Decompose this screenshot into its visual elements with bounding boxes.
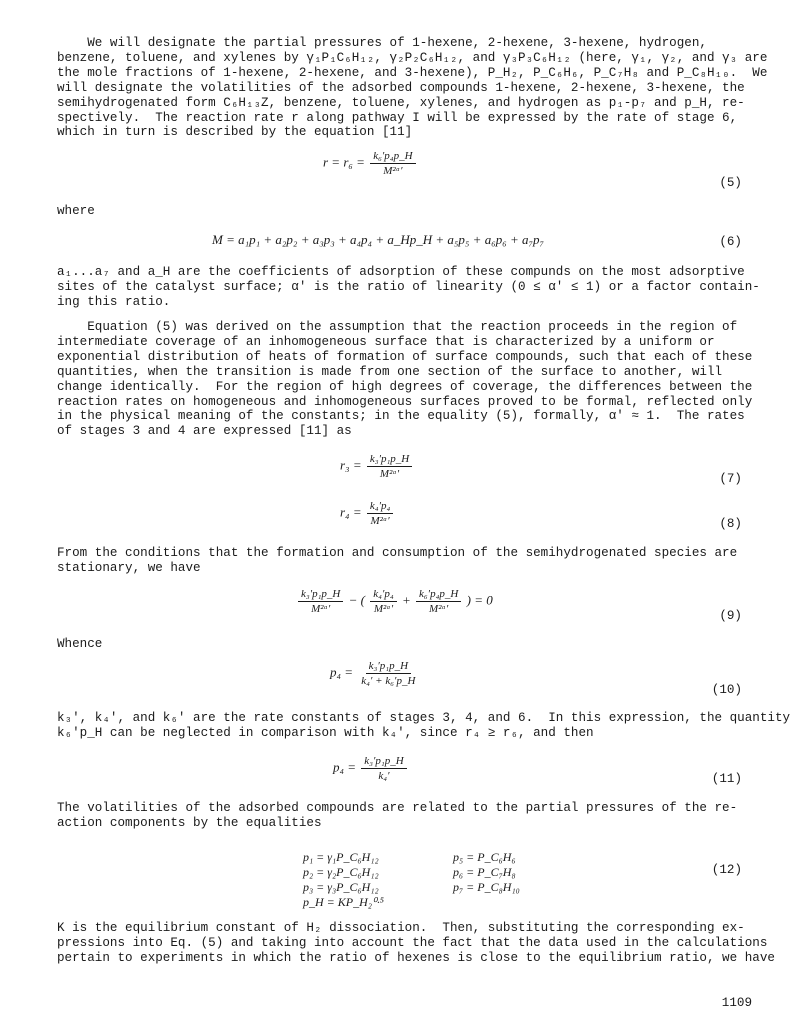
- numerator: k₃′p₁p_H: [367, 453, 412, 467]
- equation-lhs: r = r₆ =: [323, 154, 365, 170]
- paragraph-1: [57, 36, 768, 140]
- paragraph-3: [57, 320, 757, 439]
- text-line: quantities, when the transition is made from one section of the surface to another, will: [57, 364, 723, 379]
- text-line: a₁...a₇ and a_H are the coefficients of adsorption of these compunds on the most adsorptive: [57, 265, 745, 279]
- equality-item: p₆ = P_C₇H₈: [453, 865, 516, 879]
- text-line: pertain to experiments in which the ratio of hexenes is close to the equilibrium ratio, we have: [57, 950, 775, 965]
- fraction: [370, 150, 415, 177]
- fraction: [367, 500, 393, 527]
- denominator: M²ᵅ′: [379, 468, 400, 480]
- text-line: We will designate the partial pressures of 1-hexene, 2-hexene, 3-hexene, hydrogen,: [57, 36, 707, 50]
- operator: ) = 0: [466, 592, 493, 608]
- paragraph-7: [57, 921, 775, 966]
- numerator: k₃′p₁p_H: [361, 755, 406, 769]
- text-line: spectively. The reaction rate r along pathway I will be expressed by the rate of stage 6,: [57, 110, 738, 125]
- numerator: k₆′p₄p_H: [416, 588, 461, 602]
- denominator: k₄′: [378, 770, 390, 782]
- text-line: ing this ratio.: [57, 294, 171, 309]
- text-line: the mole fractions of 1-hexene, 2-hexene, and 3-hexene), P_H₂, P_C₆H₆, P_C₇H₈ and P_C₈H₁₀. We: [57, 65, 768, 80]
- equation-number-5: (5): [719, 176, 742, 190]
- text-line: action components by the equalities: [57, 815, 322, 830]
- equation-5: [323, 150, 418, 177]
- text-line: sites of the catalyst surface; α′ is the ratio of linearity (0 ≤ α′ ≤ 1) or a factor contain-: [57, 279, 760, 294]
- equation-lhs: p₄ =: [330, 664, 354, 680]
- equation-number-10: (10): [711, 683, 742, 697]
- denominator: M²ᵅ′: [383, 165, 403, 177]
- fraction: [370, 588, 396, 615]
- equation-12: [303, 850, 520, 910]
- paragraph-4: [57, 546, 757, 576]
- equation-8: [340, 500, 395, 527]
- where-label: where: [57, 204, 95, 218]
- fraction: [298, 588, 343, 615]
- whence-label: Whence: [57, 637, 103, 651]
- operator: +: [401, 592, 411, 608]
- fraction: [358, 660, 418, 687]
- denominator: M²ᵅ′: [370, 515, 390, 527]
- equation-number-12: (12): [711, 863, 742, 877]
- equation-9: [296, 588, 493, 615]
- equation-lhs: p₄ =: [333, 759, 357, 775]
- equality-item: p₇ = P_C₈H₁₀: [453, 880, 520, 894]
- equation-10: [330, 660, 420, 687]
- equation-number-8: (8): [719, 517, 742, 531]
- numerator: k₃′p₁p_H: [366, 660, 411, 674]
- equality-item: p₅ = P_C₆H₆: [453, 850, 516, 864]
- denominator: M²ᵅ′: [373, 603, 394, 615]
- text-line: From the conditions that the formation and consumption of the semihydrogenated species are: [57, 546, 738, 560]
- equation-lhs: r₃ =: [340, 457, 362, 473]
- equality-item: p₃ = γ₃P_C₆H₁₂: [303, 880, 379, 894]
- fraction: [367, 453, 412, 480]
- denominator: M²ᵅ′: [311, 603, 331, 615]
- fraction: [361, 755, 406, 782]
- text-line: benzene, toluene, and xylenes by γ₁P₁C₆H₁₂, γ₂P₂C₆H₁₂, and γ₃P₃C₆H₁₂ (here, γ₁, γ₂, and γ₃ are: [57, 50, 768, 65]
- numerator: k₃′p₁p_H: [298, 588, 343, 602]
- text-line: k₆′p_H can be neglected in comparison with k₄′, since r₄ ≥ r₆, and then: [57, 725, 594, 740]
- text-line: stationary, we have: [57, 560, 201, 575]
- text-line: k₃′, k₄′, and k₆′ are the rate constants of stages 3, 4, and 6. In this expression, the quantity: [57, 711, 791, 725]
- equation-number-7: (7): [719, 472, 742, 486]
- text-line: pressions into Eq. (5) and taking into account the fact that the data used in the calculations: [57, 935, 768, 950]
- equation-number-11: (11): [711, 772, 742, 786]
- numerator: k₆′p₄p_H: [370, 150, 415, 164]
- equation-lhs: r₄ =: [340, 504, 362, 520]
- text-line: which in turn is described by the equation [11]: [57, 125, 413, 140]
- text-line: intermediate coverage of an inhomogeneous surface that is characterized by a uniform or: [57, 334, 715, 349]
- equality-item: p₂ = γ₂P_C₆H₁₂: [303, 865, 379, 879]
- text-line: K is the equilibrium constant of H₂ dissociation. Then, substituting the corresponding ex-: [57, 921, 745, 935]
- text-line: change identically. For the region of high degrees of coverage, the differences between the: [57, 379, 753, 394]
- fraction: [416, 588, 461, 615]
- text-line: The volatilities of the adsorbed compounds are related to the partial pressures of the re-: [57, 801, 738, 815]
- equation-number-6: (6): [719, 235, 742, 249]
- text-line: will designate the volatilities of the adsorbed compounds 1-hexene, 2-hexene, 3-hexene, the: [57, 80, 745, 95]
- equality-item: p₁ = γ₁P_C₆H₁₂: [303, 850, 379, 864]
- equation-11: [333, 755, 409, 782]
- text-line: Equation (5) was derived on the assumption that the reaction proceeds in the region of: [57, 320, 738, 334]
- equation-7: [340, 453, 414, 480]
- text-line: reaction rates on homogeneous and inhomogeneous surfaces proved to be formal, reflected only: [57, 394, 753, 409]
- text-line: in the physical meaning of the constants; in the equality (5), formally, α′ ≈ 1. The rates: [57, 409, 745, 424]
- text-line: semihydrogenated form C₆H₁₃Z, benzene, toluene, xylenes, and hydrogen as p₁-p₇ and p_H, re-: [57, 95, 745, 110]
- equation-number-9: (9): [719, 609, 742, 623]
- operator: − (: [348, 592, 365, 608]
- denominator: k₄′ + k₆′p_H: [361, 675, 416, 687]
- numerator: k₄′p₄: [370, 588, 396, 602]
- equation-6: M = a₁p₁ + a₂p₂ + a₃p₃ + a₄p₄ + a_Hp_H + a₅p₅ + a₆p₆ + a₇p₇: [212, 232, 545, 247]
- page-number: 1109: [721, 996, 752, 1010]
- paragraph-5: [57, 711, 791, 741]
- text-line: exponential distribution of heats of formation of surface compounds, such that each of these: [57, 349, 753, 364]
- paragraph-6: [57, 801, 757, 831]
- paragraph-2: [57, 265, 760, 310]
- text-line: of stages 3 and 4 are expressed [11] as: [57, 424, 352, 439]
- numerator: k₄′p₄: [367, 500, 393, 514]
- equality-item: p_H = KP_H₂⁰·⁵: [303, 895, 384, 909]
- denominator: M²ᵅ′: [429, 603, 449, 615]
